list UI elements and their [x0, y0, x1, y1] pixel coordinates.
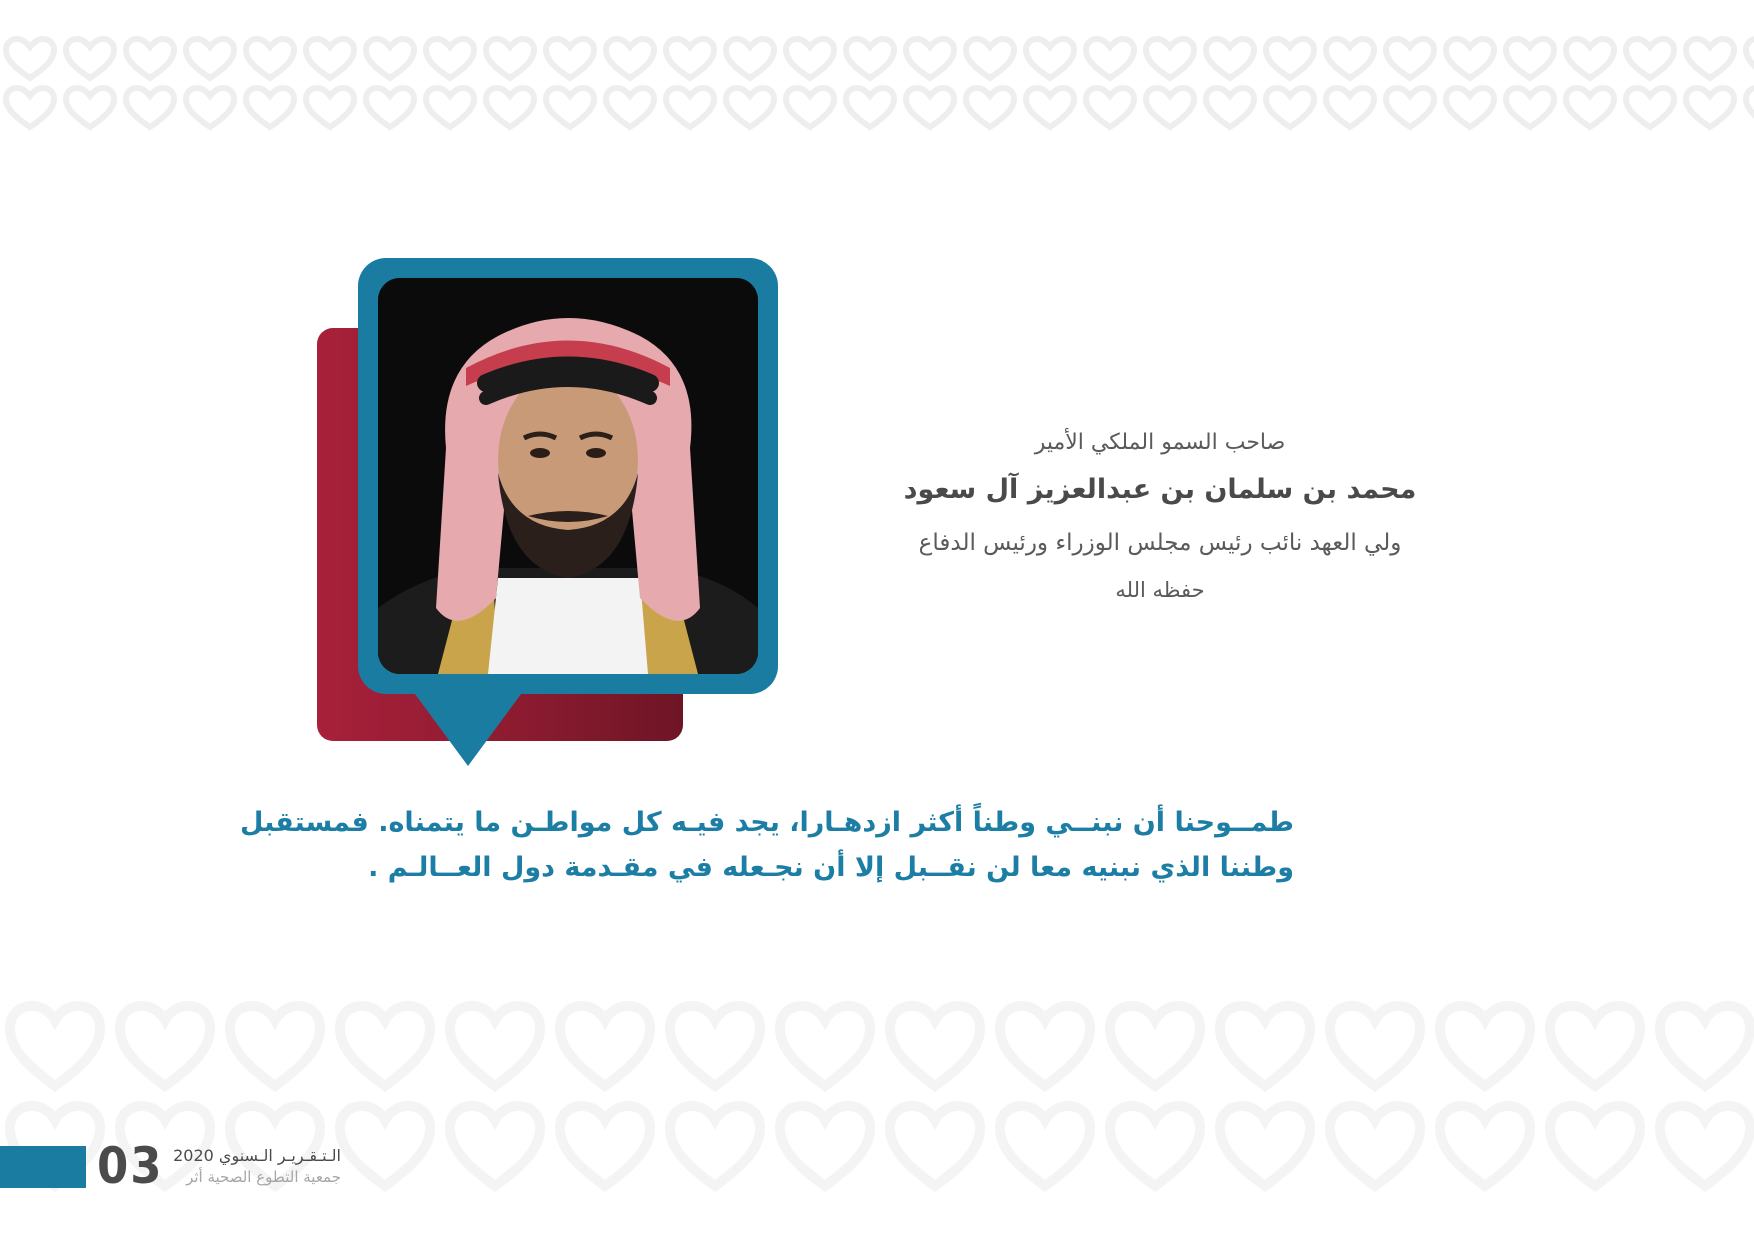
top-heart-pattern	[0, 36, 1754, 134]
page-number: 03	[97, 1137, 164, 1195]
quote-line-2: وطننا الذي نبنيه معا لن نقــبل إلا أن نجـعله في مقـدمة دول العــالـم .	[368, 852, 1294, 883]
honorific-title: صاحب السمو الملكي الأمير	[1034, 430, 1286, 455]
footer-accent-bar	[0, 1146, 86, 1188]
quote-line-1: طمــوحنا أن نبنــي وطناً أكثر ازدهـارا، يجد فيـه كل مواطـن ما يتمناه. فمستقبل	[240, 807, 1294, 838]
footer-organization: جمعية التطوع الصحية أثر	[186, 1168, 341, 1186]
footer-report-title: الـتـقـريـر الـسنوي 2020	[173, 1146, 341, 1165]
position-title: ولي العهد نائب رئيس مجلس الوزراء ورئيس الدفاع	[918, 530, 1402, 556]
portrait-photo	[378, 278, 758, 674]
photo-frame-pointer	[412, 690, 524, 766]
vision-quote	[240, 800, 1294, 890]
blessing-text: حفظه الله	[1115, 578, 1205, 602]
person-name: محمد بن سلمان بن عبدالعزيز آل سعود	[903, 474, 1417, 505]
